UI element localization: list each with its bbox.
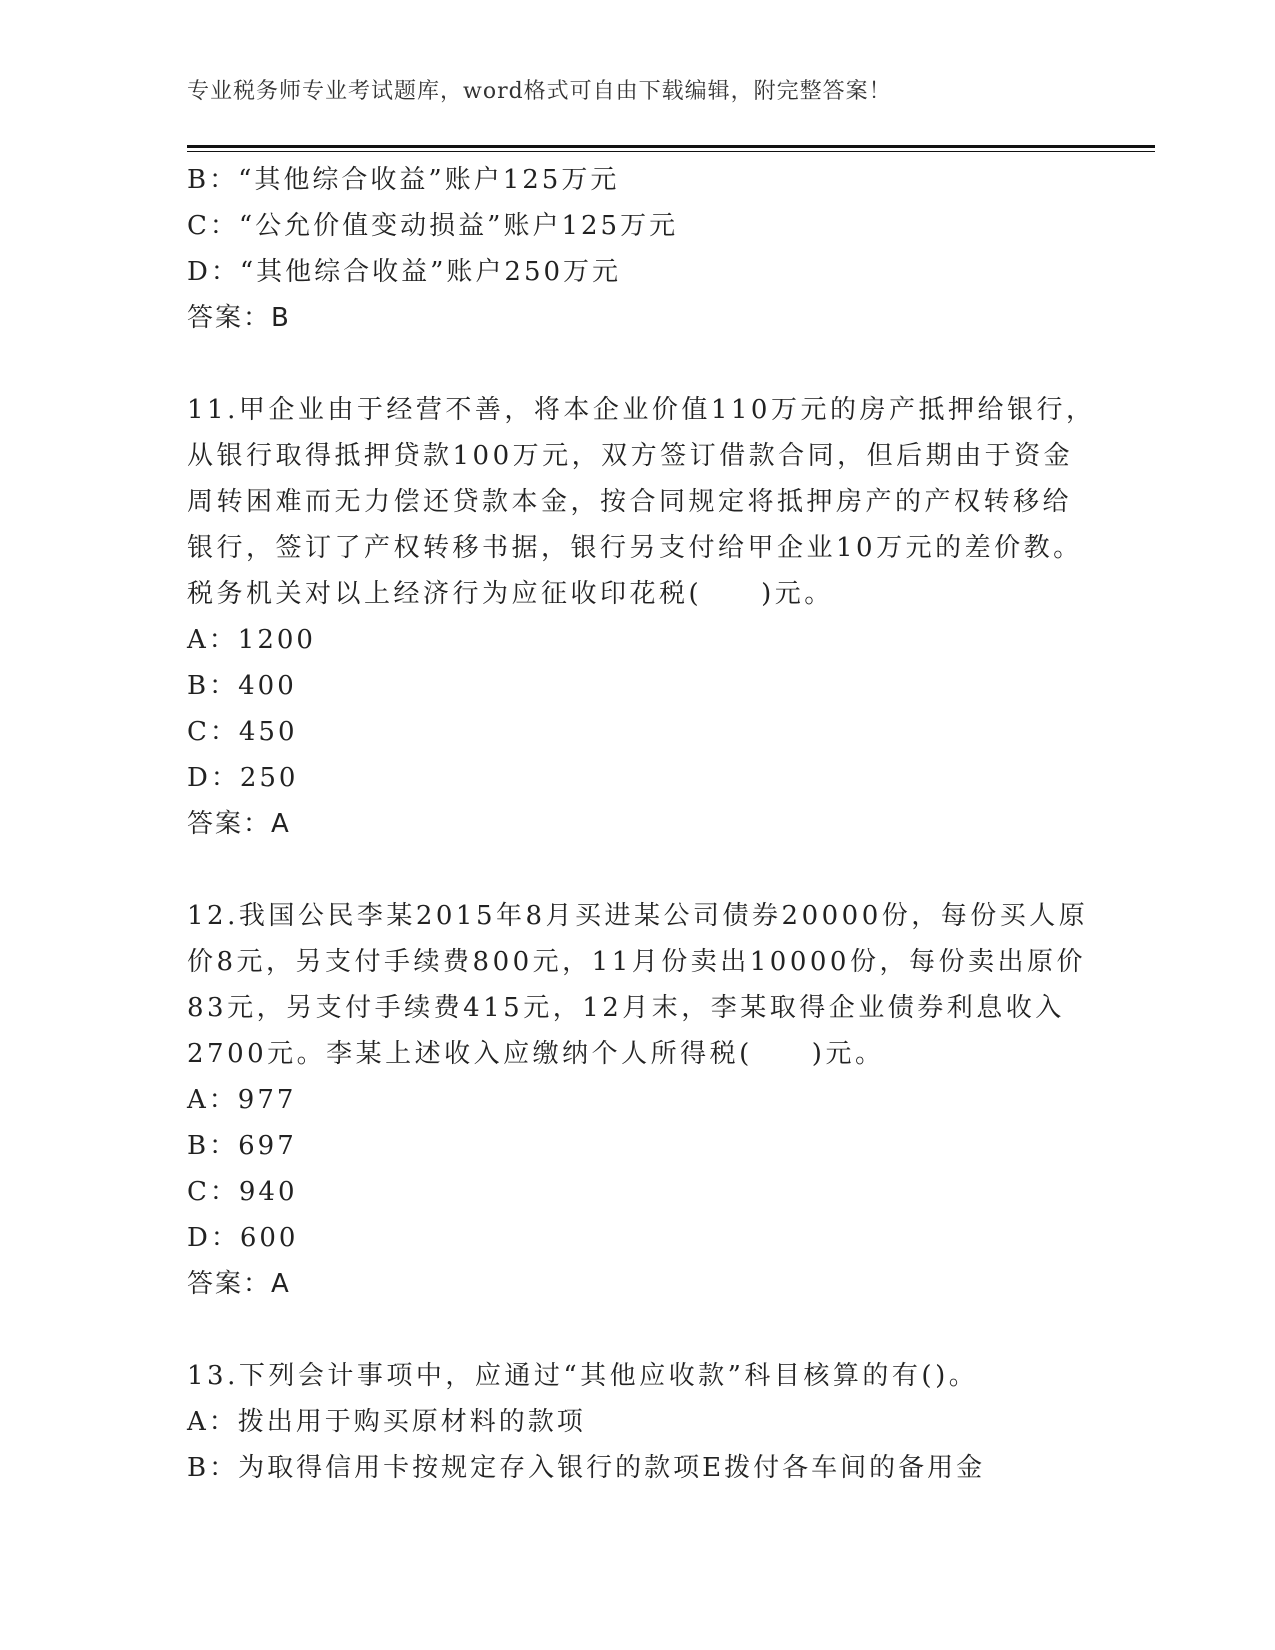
option-a: A：977 xyxy=(187,1085,297,1115)
question-11 xyxy=(187,387,1096,847)
question-stem-line: 从银行取得抵押贷款100万元，双方签订借款合同，但后期由于资金 xyxy=(187,441,1074,471)
option-a: A：拨出用于购买原材料的款项 xyxy=(187,1407,586,1437)
option-c: C：940 xyxy=(187,1177,298,1207)
question-stem-line: 税务机关对以上经济行为应征收印花税( )元。 xyxy=(187,579,834,609)
option-b: B：“其他综合收益”账户125万元 xyxy=(187,165,620,195)
page-header: 专业税务师专业考试题库，word格式可自由下载编辑，附完整答案！ xyxy=(187,79,892,104)
question-stem-line: 13.下列会计事项中，应通过“其他应收款”科目核算的有()。 xyxy=(187,1361,979,1391)
option-d: D：“其他综合收益”账户250万元 xyxy=(187,257,622,287)
option-b: B：400 xyxy=(187,671,297,701)
question-stem-line: 83元，另支付手续费415元，12月末，李某取得企业债券利息收入 xyxy=(187,993,1065,1023)
option-c: C：“公允价值变动损益”账户125万元 xyxy=(187,211,679,241)
question-12 xyxy=(187,893,1087,1307)
question-13 xyxy=(187,1353,1087,1491)
answer-line: 答案：B xyxy=(187,303,291,333)
header-rule-thin xyxy=(187,151,1155,152)
answer-line: 答案：A xyxy=(187,1269,291,1299)
option-b: B：为取得信用卡按规定存入银行的款项E拨付各车间的备用金 xyxy=(187,1453,986,1483)
question-stem-line: 12.我国公民李某2015年8月买进某公司债券20000份，每份买人原 xyxy=(187,901,1089,931)
option-a: A：1200 xyxy=(187,625,316,655)
question-stem-line: 11.甲企业由于经营不善，将本企业价值110万元的房产抵押给银行， xyxy=(187,395,1096,425)
spacer xyxy=(187,1307,1087,1353)
spacer xyxy=(187,847,1087,893)
question-stem-line: 2700元。李某上述收入应缴纳个人所得税( )元。 xyxy=(187,1039,885,1069)
spacer xyxy=(187,341,1087,387)
question-stem-line: 价8元，另支付手续费800元，11月份卖出10000份，每份卖出原价 xyxy=(187,947,1086,977)
option-d: D：250 xyxy=(187,763,299,793)
option-b: B：697 xyxy=(187,1131,297,1161)
option-c: C：450 xyxy=(187,717,298,747)
header-rule-thick xyxy=(187,145,1155,148)
prev-question-block xyxy=(187,157,1087,341)
question-content xyxy=(187,157,1096,1491)
question-stem-line: 周转困难而无力偿还贷款本金，按合同规定将抵押房产的产权转移给 xyxy=(187,487,1073,517)
answer-line: 答案：A xyxy=(187,809,291,839)
option-d: D：600 xyxy=(187,1223,299,1253)
question-stem-line: 银行，签订了产权转移书据，银行另支付给甲企业10万元的差价教。 xyxy=(187,533,1083,563)
